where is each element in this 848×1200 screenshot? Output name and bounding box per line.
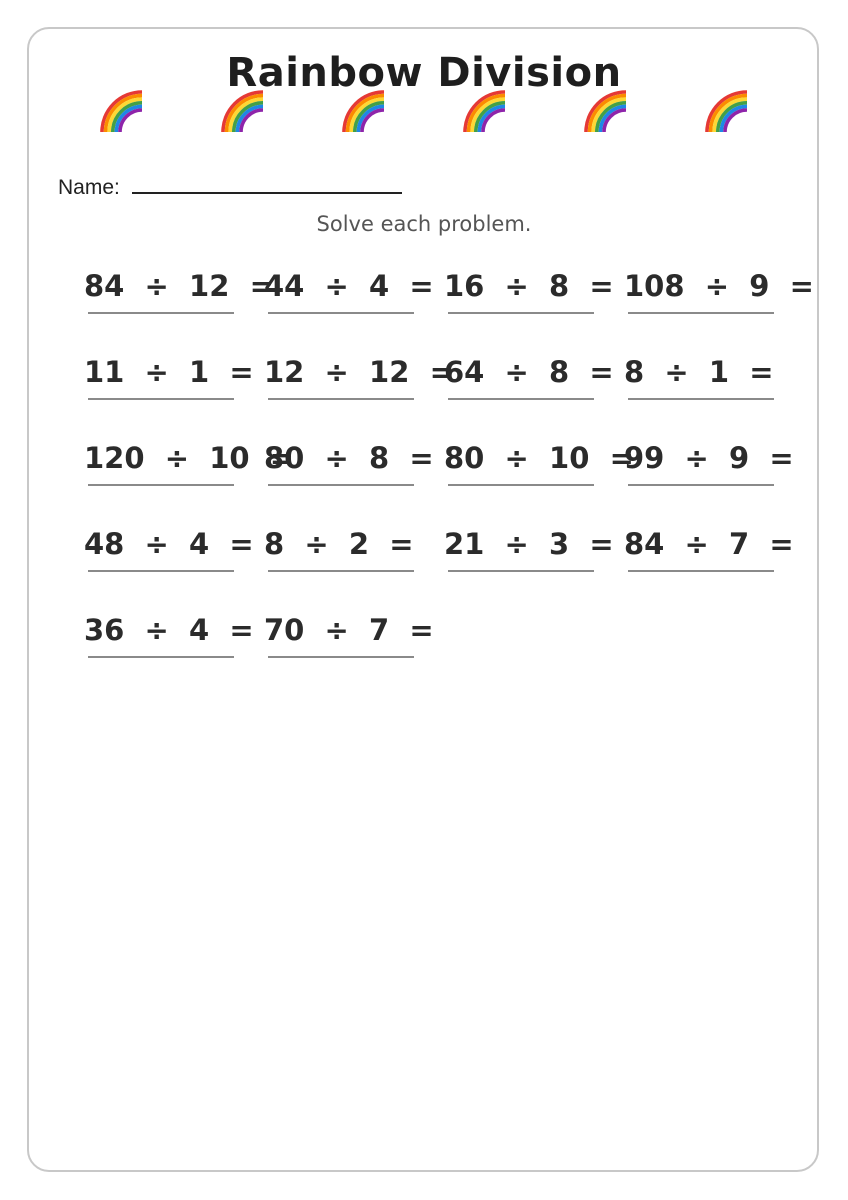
rainbow-icon [705, 90, 749, 134]
answer-line[interactable] [88, 484, 234, 486]
name-input-line[interactable] [132, 172, 402, 194]
answer-line[interactable] [628, 484, 774, 486]
division-problem: 36 ÷ 4 = [84, 613, 254, 647]
answer-line[interactable] [448, 398, 594, 400]
division-problem: 12 ÷ 12 = [264, 355, 454, 389]
answer-line[interactable] [448, 570, 594, 572]
answer-line[interactable] [628, 398, 774, 400]
answer-line[interactable] [268, 312, 414, 314]
rainbow-icon [221, 90, 265, 134]
worksheet-title: Rainbow Division [226, 50, 622, 96]
answer-line[interactable] [88, 398, 234, 400]
division-problem: 8 ÷ 1 = [624, 355, 774, 389]
division-problem: 21 ÷ 3 = [444, 527, 614, 561]
division-problem: 64 ÷ 8 = [444, 355, 614, 389]
division-problem: 80 ÷ 8 = [264, 441, 434, 475]
division-problem: 84 ÷ 12 = [84, 269, 274, 303]
division-problem: 44 ÷ 4 = [264, 269, 434, 303]
division-problem: 8 ÷ 2 = [264, 527, 414, 561]
division-problem: 48 ÷ 4 = [84, 527, 254, 561]
answer-line[interactable] [448, 484, 594, 486]
division-problem: 70 ÷ 7 = [264, 613, 434, 647]
answer-line[interactable] [628, 312, 774, 314]
answer-line[interactable] [268, 398, 414, 400]
rainbow-icon [584, 90, 628, 134]
name-label: Name: [58, 176, 120, 199]
instructions: Solve each problem. [316, 212, 532, 236]
answer-line[interactable] [448, 312, 594, 314]
answer-line[interactable] [88, 312, 234, 314]
name-field[interactable] [58, 172, 402, 200]
answer-line[interactable] [268, 656, 414, 658]
division-problem: 108 ÷ 9 = [624, 269, 814, 303]
rainbow-icon [342, 90, 386, 134]
answer-line[interactable] [268, 570, 414, 572]
answer-line[interactable] [628, 570, 774, 572]
division-problem: 80 ÷ 10 = [444, 441, 634, 475]
answer-line[interactable] [268, 484, 414, 486]
division-problem: 120 ÷ 10 = [84, 441, 295, 475]
answer-line[interactable] [88, 570, 234, 572]
division-problem: 99 ÷ 9 = [624, 441, 794, 475]
division-problem: 11 ÷ 1 = [84, 355, 254, 389]
rainbow-icon [463, 90, 507, 134]
division-problem: 16 ÷ 8 = [444, 269, 614, 303]
answer-line[interactable] [88, 656, 234, 658]
rainbow-icon [100, 90, 144, 134]
division-problem: 84 ÷ 7 = [624, 527, 794, 561]
